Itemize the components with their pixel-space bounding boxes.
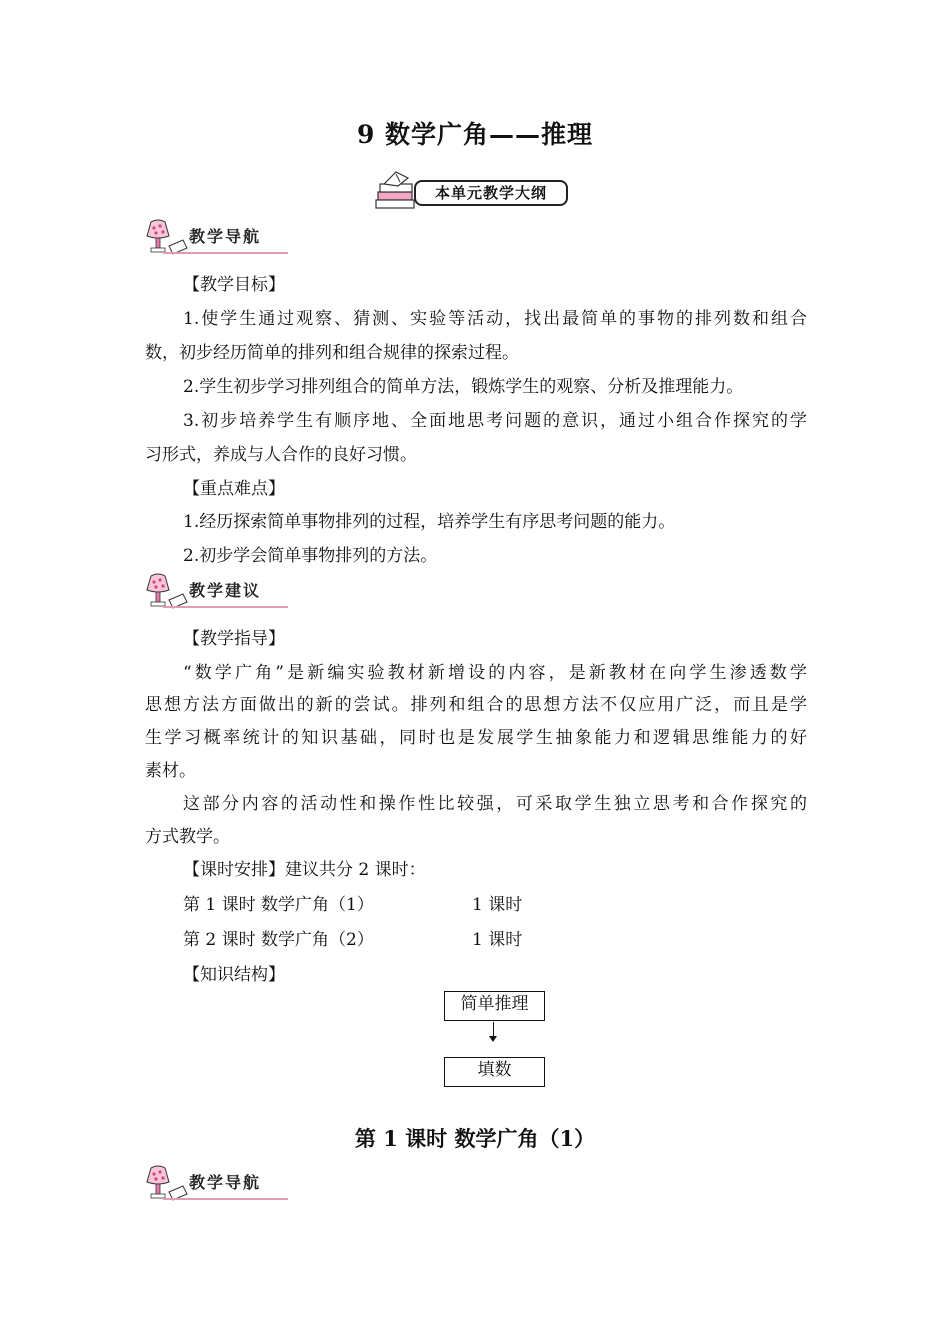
document-title: 9 数学广角——推理 [356,120,594,149]
schedule-row-2-lesson: 第 2 课时 数学广角（2） [183,930,374,950]
goal-1-line-1: 1.使学生通过观察、猜测、实验等活动，找出最简单的事物的排列数和组合 [183,309,807,329]
guidance-p2-line-2: 方式教学。 [145,827,230,847]
section-header-teaching-nav-lesson1 [143,1164,293,1204]
section-header-teaching-suggestion [143,572,293,612]
goal-3-line-2: 习形式，养成与人合作的良好习惯。 [145,445,417,465]
arrow-down-icon [489,1036,497,1042]
guidance-p2-line-1: 这部分内容的活动性和操作性比较强，可采取学生独立思考和合作探究的 [183,794,807,814]
goal-1-line-2: 数，初步经历简单的排列和组合规律的探索过程。 [145,343,519,363]
section-title: 教学导航 [189,1173,262,1192]
section-title: 教学建议 [189,581,262,600]
guidance-p1-line-1: “数学广角”是新编实验教材新增设的内容，是新教材在向学生渗透数学 [183,663,807,683]
structure-box-simple-reasoning: 简单推理 [444,991,545,1021]
key-points-heading: 【重点难点】 [183,479,285,499]
key-point-2: 2.初步学会简单事物排列的方法。 [183,546,438,566]
section-underline [163,606,288,608]
guidance-p1-line-2: 思想方法方面做出的新的尝试。排列和组合的思想方法不仅应用广泛，而且是学 [145,695,807,715]
schedule-heading: 【课时安排】建议共分 2 课时： [183,860,426,880]
section-header-teaching-nav [143,218,293,258]
goal-3-line-1: 3.初步培养学生有顺序地、全面地思考问题的意识，通过小组合作探究的学 [183,411,807,431]
goal-2: 2.学生初步学习排列组合的简单方法，锻炼学生的观察、分析及推理能力。 [183,377,744,397]
unit-outline-banner [374,170,576,210]
unit-outline-label: 本单元教学大纲 [414,180,568,206]
key-point-1: 1.经历探索简单事物排列的过程，培养学生有序思考问题的能力。 [183,512,676,532]
structure-box-fill-numbers: 填数 [444,1057,545,1087]
structure-heading: 【知识结构】 [183,965,285,985]
schedule-row-1-hours: 1 课时 [472,895,523,915]
guidance-p1-line-3: 生学习概率统计的知识基础，同时也是发展学生抽象能力和逻辑思维能力的好 [145,728,807,748]
schedule-row-1-lesson: 第 1 课时 数学广角（1） [183,895,374,915]
section-title: 教学导航 [189,227,262,246]
section-underline [163,1198,288,1200]
schedule-row-2-hours: 1 课时 [472,930,523,950]
goals-heading: 【教学目标】 [183,275,285,295]
guidance-p1-line-4: 素材。 [145,761,196,781]
guidance-heading: 【教学指导】 [183,629,285,649]
section-underline [163,252,288,254]
lesson-1-title: 第 1 课时 数学广角（1） [354,1126,596,1151]
